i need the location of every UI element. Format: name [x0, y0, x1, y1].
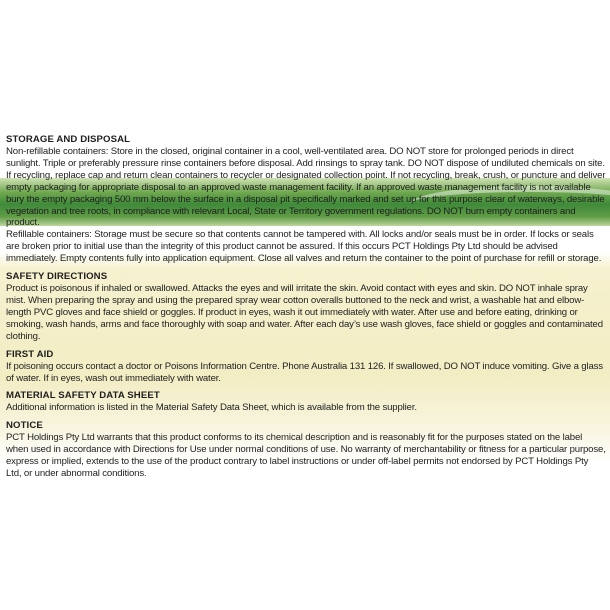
msds-section — [6, 390, 606, 414]
storage-heading: STORAGE AND DISPOSAL — [6, 134, 131, 145]
safety-heading: SAFETY DIRECTIONS — [6, 271, 108, 283]
notice-section — [6, 420, 606, 480]
refillable-paragraph: Refillable containers: Storage must be secure so that contents cannot be tampered with. All locks and/or seals must be in order. If locks or seals are broken prior to initial use than the integrity of this product cannot be assured. If this occurs PCT Holdings Pty Ltd should be advised immediately. Empty contents fully into application equipment. Close all valves and return the container to the point of purchase for refill or storage. — [6, 229, 602, 265]
nonrefillable-paragraph: Non-refillable containers: Store in the closed, original container in a cool, well-ventilated area. DO NOT store for prolonged periods in direct sunlight. Triple or preferably pressure rinse containers before disposal. Add rinsings to spray tank. DO NOT dispose of undiluted chemicals on site. If recycling, replace cap and return clean containers to recycler or designated collection point. If not recycling, break, crush, or puncture and deliver empty packaging for appropriate disposal to an approved waste management facility. If an approved waste management facility is not available bury the empty packaging 500 mm below the surface in a disposal pit specifically marked and set up for this purpose clear of waterways, desirable vegetation and tree roots, in compliance with relevant Local, State or Territory government regulations. DO NOT burn empty containers and product. — [6, 146, 606, 229]
label-text-body — [6, 134, 606, 486]
storage-section — [6, 134, 606, 265]
safety-section — [6, 271, 606, 343]
msds-heading: MATERIAL SAFETY DATA SHEET — [6, 390, 160, 402]
safety-paragraph: Product is poisonous if inhaled or swallowed. Attacks the eyes and will irritate the skin. Avoid contact with eyes and skin. DO NOT inhale spray mist. When preparing the spray and using the prepared spray wear cotton overalls buttoned to the neck and wrist, a washable hat and elbow-length PVC gloves and face shield or goggles. If product in eyes, wash it out immediately with water. After use and before eating, drinking or smoking, wash hands, arms and face thoroughly with soap and water. After each day’s use wash gloves, face shield or goggles and contaminated clothing. — [6, 283, 603, 342]
notice-paragraph: PCT Holdings Pty Ltd warrants that this product conforms to its chemical description and is reasonably fit for the purposes stated on the label when used in accordance with Directions for Use under normal conditions of use. No warranty of merchantability or fitness for a particular purpose, express or implied, extends to the use of the product contrary to label instructions or under off-label permits not endorsed by PCT Holdings Pty Ltd, or under abnormal conditions. — [6, 432, 606, 480]
notice-heading: NOTICE — [6, 420, 43, 432]
firstaid-paragraph: If poisoning occurs contact a doctor or Poisons Information Centre. Phone Australia 131 126. If swallowed, DO NOT induce vomiting. Give a glass of water. If in eyes, wash out immediately with water. — [6, 360, 603, 384]
firstaid-heading: FIRST AID — [6, 348, 54, 360]
msds-paragraph: Additional information is listed in the Material Safety Data Sheet, which is available from the supplier. — [6, 402, 417, 414]
firstaid-section — [6, 349, 606, 385]
